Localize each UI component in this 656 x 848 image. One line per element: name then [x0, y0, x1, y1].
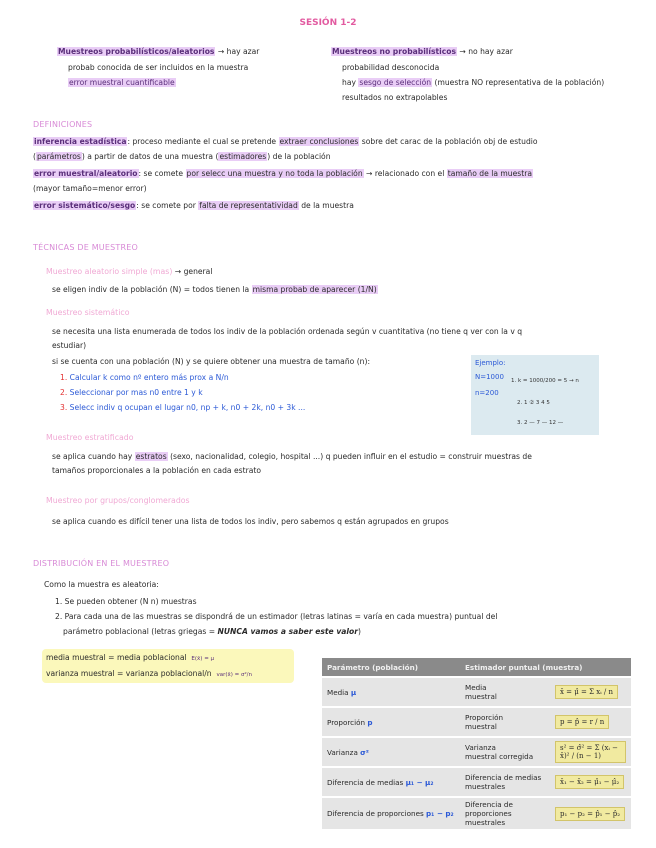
table-cell-param: Diferencia de proporciones p₁ − p₂	[322, 797, 460, 829]
ejemplo-n-big: N=1000	[475, 373, 504, 381]
table-header: Estimador puntual (muestra)	[460, 658, 631, 677]
left-col-line-1: Muestreos probabilísticos/aleatorios → hay azar	[58, 47, 260, 56]
table-cell-formula: p₁ − p₂ = p̂₁ − p̂₂	[550, 797, 631, 829]
sis-line-2: estudiar)	[52, 341, 87, 350]
table-row	[322, 707, 631, 737]
left-col-hl: Muestreos probabilísticos/aleatorios	[58, 47, 215, 56]
table-cell-est: Diferencia de proporciones muestrales	[460, 797, 550, 829]
step-1: 1. Calcular k como nº entero más prox a N/n	[60, 373, 229, 382]
table-row	[322, 677, 631, 707]
dist-point-2b: parámetro poblacional (letras griegas = NUNCA vamos a saber este valor)	[63, 627, 361, 636]
def-inferencia-2: (parámetros) a partir de datos de una muestra (estimadores) de la población	[33, 152, 331, 161]
definiciones-heading: DEFINICIONES	[33, 120, 93, 129]
yellow-line-2: varianza muestral = varianza poblacional/n var(x̄) = σ²/n	[46, 669, 253, 678]
table-row	[322, 797, 631, 829]
table-cell-est: Proporción muestral	[460, 707, 550, 737]
dist-intro: Como la muestra es aleatoria:	[44, 580, 159, 589]
def-inferencia: inferencia estadística: proceso mediante el cual se pretende extraer conclusiones sobre det carac de la población obj de estudio	[34, 137, 538, 146]
tecnicas-heading: TÉCNICAS DE MUESTREO	[33, 243, 138, 252]
table-row	[322, 767, 631, 797]
con-line-1: se aplica cuando es difícil tener una lista de todos los indiv, pero sabemos q están agrupados en grupos	[52, 517, 449, 526]
table-header-row	[322, 658, 631, 677]
ejemplo-label: Ejemplo:	[475, 359, 506, 367]
table-cell-est: Diferencia de medias muestrales	[460, 767, 550, 797]
def-error-sistematico: error sistemático/sesgo: se comete por falta de representatividad de la muestra	[34, 201, 354, 210]
dist-point-2: 2. Para cada una de las muestras se dispondrá de un estimador (letras latinas = varía en cada muestra) puntual del	[55, 612, 498, 621]
dist-point-1: 1. Se pueden obtener (N n) muestras	[55, 597, 197, 606]
def-error-muestral: error muestral/aleatorio: se comete por selecc una muestra y no toda la población → relacionado con el tamaño de la muestra	[34, 169, 532, 178]
table-cell-formula: s² = σ̂² = Σ (xᵢ − x̄)² / (n − 1)	[550, 737, 631, 767]
table-cell-formula: p = p̂ = r / n	[550, 707, 631, 737]
table-header: Parámetro (población)	[322, 658, 460, 677]
def-error-muestral-2: (mayor tamaño=menor error)	[33, 184, 147, 193]
yellow-line-1: media muestral = media poblacional E(x̄) = μ	[46, 653, 215, 662]
left-col-line-3: error muestral cuantificable	[69, 78, 175, 87]
sis-line-1: se necesita una lista enumerada de todos los indiv de la población ordenada según v cuantitativa (no tiene q ver con la v q	[52, 327, 523, 336]
step-2: 2. Seleccionar por mas n0 entre 1 y k	[60, 388, 203, 397]
est-line-1: se aplica cuando hay estratos (sexo, nacionalidad, colegio, hospital ...) q pueden influir en el estudio = construir muestras de	[52, 452, 532, 461]
table-cell-formula: x̄ = μ̂ = Σ xᵢ / n	[550, 677, 631, 707]
sis-title: Muestreo sistemático	[46, 308, 130, 317]
ejemplo-box	[471, 355, 599, 435]
ejemplo-row-3: 3. 2 — 7 — 12 —	[517, 420, 564, 426]
mas-desc: se eligen indiv de la población (N) = todos tienen la misma probab de aparecer (1/N)	[52, 285, 377, 294]
table-row	[322, 737, 631, 767]
table-cell-param: Varianza σ²	[322, 737, 460, 767]
left-col-line-2: probab conocida de ser incluidos en la muestra	[68, 63, 249, 72]
table-cell-formula: x̄₁ − x̄₂ = μ̂₁ − μ̂₂	[550, 767, 631, 797]
table-cell-est: Varianza muestral corregida	[460, 737, 550, 767]
right-col-line-2: probabilidad desconocida	[342, 63, 440, 72]
right-col-line-4: resultados no extrapolables	[342, 93, 448, 102]
table-cell-param: Proporción p	[322, 707, 460, 737]
estimators-table	[322, 658, 631, 829]
est-line-2: tamaños proporcionales a la población en cada estrato	[52, 466, 261, 475]
table-cell-param: Diferencia de medias μ₁ − μ₂	[322, 767, 460, 797]
con-title: Muestreo por grupos/conglomerados	[46, 496, 190, 505]
page-title: SESIÓN 1-2	[299, 18, 357, 28]
mas-title-line: Muestreo aleatorio simple (mas) → general	[46, 267, 213, 276]
table-cell-est: Media muestral	[460, 677, 550, 707]
ejemplo-n-small: n=200	[475, 389, 499, 397]
ejemplo-row-1: 1. k = 1000/200 = 5 → n	[511, 378, 579, 384]
right-col-line-1: Muestreos no probabilísticos → no hay azar	[332, 47, 513, 56]
step-3: 3. Selecc indiv q ocupan el lugar n0, np + k, n0 + 2k, n0 + 3k ...	[60, 403, 306, 412]
est-title: Muestreo estratificado	[46, 433, 134, 442]
distribucion-heading: DISTRIBUCIÓN EN EL MUESTREO	[33, 559, 170, 568]
table-cell-param: Media μ	[322, 677, 460, 707]
ejemplo-row-2: 2. 1 ② 3 4 5	[517, 400, 550, 406]
sis-line-3: si se cuenta con una población (N) y se quiere obtener una muestra de tamaño (n):	[52, 357, 371, 366]
right-col-line-3: hay sesgo de selección (muestra NO representativa de la población)	[342, 78, 605, 87]
